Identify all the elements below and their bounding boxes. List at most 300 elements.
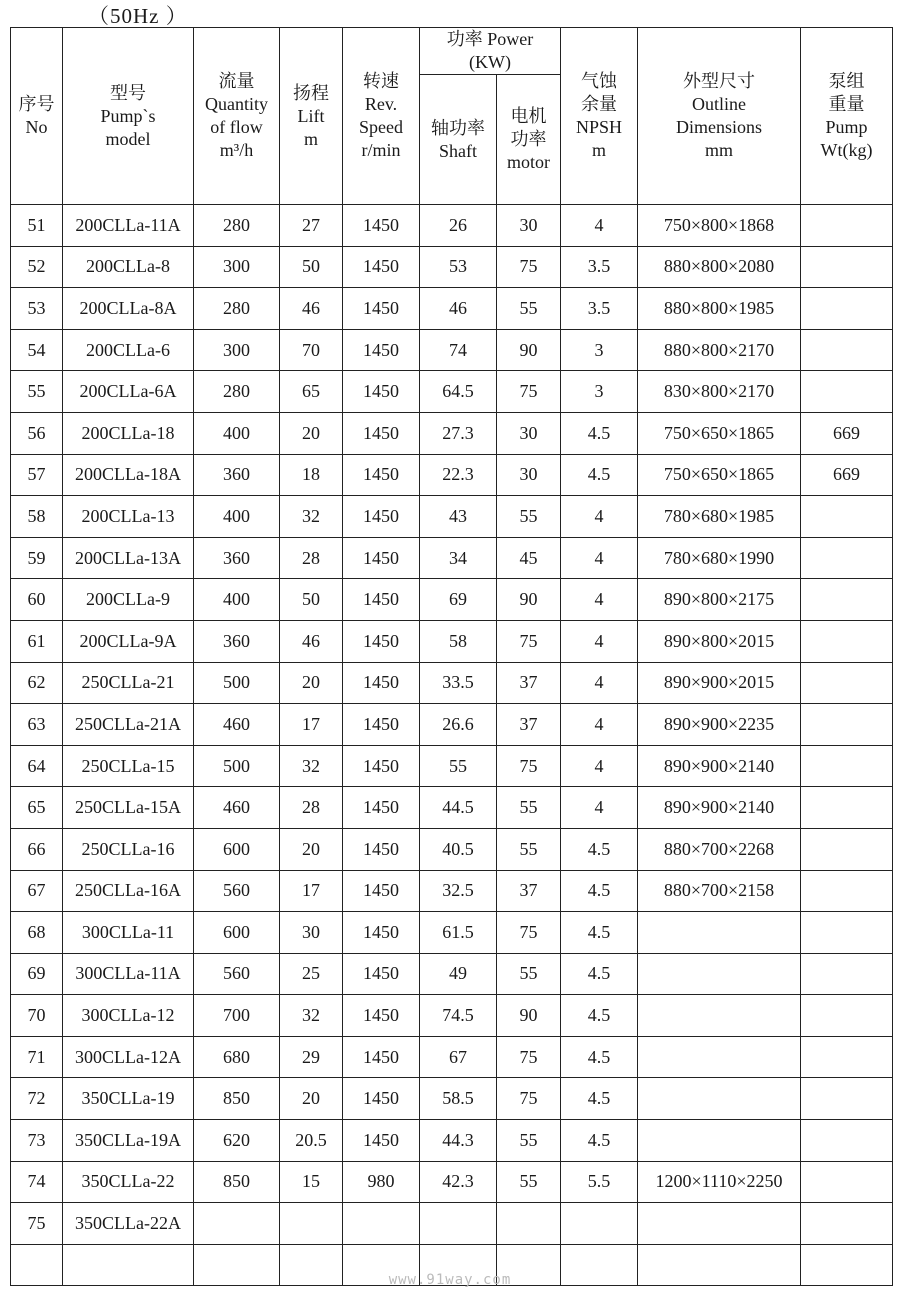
cell-weight	[801, 662, 893, 704]
cell-npsh: 4	[561, 496, 638, 538]
header-line: 扬程	[293, 82, 329, 103]
cell-model: 200CLLa-13	[63, 496, 194, 538]
cell-motor-power: 55	[497, 1161, 561, 1203]
cell-shaft-power: 74.5	[420, 995, 497, 1037]
cell-no: 58	[11, 496, 63, 538]
cell-lift: 46	[280, 288, 343, 330]
cell-motor-power: 45	[497, 537, 561, 579]
cell-model: 200CLLa-9A	[63, 620, 194, 662]
table-row	[11, 205, 893, 247]
cell-weight	[801, 371, 893, 413]
header-flow	[194, 28, 280, 205]
cell-speed: 1450	[343, 1036, 420, 1078]
cell-flow: 460	[194, 787, 280, 829]
cell-flow	[194, 1203, 280, 1245]
cell-shaft-power: 49	[420, 953, 497, 995]
cell-lift: 27	[280, 205, 343, 247]
cell-npsh: 4.5	[561, 953, 638, 995]
table-row	[11, 288, 893, 330]
header-line: Dimensions	[675, 117, 762, 137]
cell-npsh	[561, 1203, 638, 1245]
cell-lift: 20	[280, 1078, 343, 1120]
cell-dimensions: 890×800×2015	[638, 620, 801, 662]
cell-lift: 25	[280, 953, 343, 995]
cell-weight	[801, 1203, 893, 1245]
cell-npsh: 4	[561, 537, 638, 579]
cell-weight	[801, 995, 893, 1037]
cell-no: 70	[11, 995, 63, 1037]
cell-shaft-power: 58.5	[420, 1078, 497, 1120]
cell-model: 250CLLa-21	[63, 662, 194, 704]
cell-motor-power: 75	[497, 912, 561, 954]
header-line: (KW)	[469, 52, 511, 72]
header-line: 泵组	[828, 71, 865, 91]
cell-shaft-power: 42.3	[420, 1161, 497, 1203]
cell-lift: 65	[280, 371, 343, 413]
cell-lift: 20	[280, 662, 343, 704]
header-line: 功率	[510, 129, 547, 149]
cell-model: 300CLLa-12A	[63, 1036, 194, 1078]
cell-weight	[801, 870, 893, 912]
cell-model: 200CLLa-8A	[63, 288, 194, 330]
cell-dimensions	[638, 912, 801, 954]
cell-motor-power: 90	[497, 579, 561, 621]
cell-model: 250CLLa-16A	[63, 870, 194, 912]
cell-shaft-power: 34	[420, 537, 497, 579]
cell-npsh: 4	[561, 787, 638, 829]
cell-weight	[801, 329, 893, 371]
table-row	[11, 579, 893, 621]
cell-dimensions: 880×800×2170	[638, 329, 801, 371]
cell-shaft-power: 46	[420, 288, 497, 330]
header-line: NPSH	[575, 117, 623, 137]
cell-shaft-power: 40.5	[420, 828, 497, 870]
cell-npsh: 3	[561, 371, 638, 413]
cell-dimensions	[638, 1120, 801, 1162]
cell-npsh: 4.5	[561, 995, 638, 1037]
cell-npsh: 4	[561, 620, 638, 662]
table-row	[11, 912, 893, 954]
cell-dimensions: 890×900×2235	[638, 704, 801, 746]
table-row	[11, 1161, 893, 1203]
cell-model: 250CLLa-15	[63, 745, 194, 787]
cell-npsh: 4	[561, 662, 638, 704]
cell-weight	[801, 288, 893, 330]
header-lift	[280, 28, 343, 205]
cell-motor-power: 75	[497, 1036, 561, 1078]
cell-motor-power: 75	[497, 745, 561, 787]
cell-no: 74	[11, 1161, 63, 1203]
cell-speed: 1450	[343, 912, 420, 954]
cell-flow: 360	[194, 537, 280, 579]
cell-dimensions	[638, 1203, 801, 1245]
cell-speed: 980	[343, 1161, 420, 1203]
cell-model: 200CLLa-6A	[63, 371, 194, 413]
cell-weight	[801, 953, 893, 995]
cell-no: 63	[11, 704, 63, 746]
cell-weight	[801, 579, 893, 621]
table-row	[11, 496, 893, 538]
cell-no: 53	[11, 288, 63, 330]
cell-motor-power: 37	[497, 870, 561, 912]
cell-motor-power: 75	[497, 246, 561, 288]
header-line: 序号	[18, 94, 55, 114]
cell-weight	[801, 1078, 893, 1120]
cell-npsh: 4.5	[561, 912, 638, 954]
cell-shaft-power: 67	[420, 1036, 497, 1078]
cell-shaft-power: 44.3	[420, 1120, 497, 1162]
cell-lift: 17	[280, 870, 343, 912]
cell-motor-power	[497, 1203, 561, 1245]
cell-lift: 17	[280, 704, 343, 746]
cell-shaft-power: 33.5	[420, 662, 497, 704]
cell-dimensions: 880×700×2268	[638, 828, 801, 870]
cell-dimensions	[638, 1078, 801, 1120]
cell-no: 54	[11, 329, 63, 371]
cell-speed: 1450	[343, 870, 420, 912]
table-row	[11, 1036, 893, 1078]
cell-model: 300CLLa-12	[63, 995, 194, 1037]
cell-dimensions: 830×800×2170	[638, 371, 801, 413]
cell-speed: 1450	[343, 537, 420, 579]
header-dimensions	[638, 28, 801, 205]
cell-lift: 50	[280, 579, 343, 621]
cell-lift: 30	[280, 912, 343, 954]
cell-weight	[801, 704, 893, 746]
header-line: motor	[507, 152, 550, 172]
cell-no: 75	[11, 1203, 63, 1245]
cell-model: 300CLLa-11A	[63, 953, 194, 995]
cell-dimensions: 890×900×2015	[638, 662, 801, 704]
cell-shaft-power: 53	[420, 246, 497, 288]
cell-lift: 50	[280, 246, 343, 288]
cell-weight	[801, 1036, 893, 1078]
header-line: 功率 Power	[446, 29, 534, 49]
table-row	[11, 412, 893, 454]
cell-no: 66	[11, 828, 63, 870]
cell-shaft-power: 43	[420, 496, 497, 538]
cell-model: 250CLLa-15A	[63, 787, 194, 829]
cell-weight	[801, 620, 893, 662]
cell-lift: 32	[280, 496, 343, 538]
header-line: mm	[704, 140, 733, 160]
cell-lift: 28	[280, 787, 343, 829]
cell-speed: 1450	[343, 953, 420, 995]
cell-dimensions: 750×650×1865	[638, 412, 801, 454]
table-row	[11, 1120, 893, 1162]
cell-dimensions: 890×800×2175	[638, 579, 801, 621]
table-row	[11, 1203, 893, 1245]
cell-lift: 32	[280, 995, 343, 1037]
cell-npsh: 4.5	[561, 870, 638, 912]
table-row	[11, 1078, 893, 1120]
cell-dimensions	[638, 1036, 801, 1078]
header-line: Quantity	[205, 94, 268, 114]
cell-npsh: 4.5	[561, 1036, 638, 1078]
header-line: 转速	[363, 71, 399, 91]
cell-motor-power: 75	[497, 371, 561, 413]
cell-motor-power: 55	[497, 787, 561, 829]
cell-dimensions: 890×900×2140	[638, 745, 801, 787]
header-weight	[801, 28, 893, 205]
cell-flow: 400	[194, 412, 280, 454]
cell-model: 300CLLa-11	[63, 912, 194, 954]
cell-no: 62	[11, 662, 63, 704]
pump-spec-table	[10, 27, 893, 1286]
cell-model: 350CLLa-19A	[63, 1120, 194, 1162]
cell-no: 72	[11, 1078, 63, 1120]
cell-flow: 300	[194, 246, 280, 288]
cell-weight	[801, 1120, 893, 1162]
cell-motor-power: 55	[497, 496, 561, 538]
cell-flow: 500	[194, 745, 280, 787]
header-line: r/min	[361, 140, 401, 160]
cell-speed: 1450	[343, 787, 420, 829]
cell-npsh: 4.5	[561, 828, 638, 870]
table-row	[11, 704, 893, 746]
cell-motor-power: 30	[497, 205, 561, 247]
cell-flow: 850	[194, 1078, 280, 1120]
cell-motor-power: 30	[497, 412, 561, 454]
cell-speed: 1450	[343, 246, 420, 288]
header-speed	[343, 28, 420, 205]
cell-flow: 460	[194, 704, 280, 746]
cell-no: 60	[11, 579, 63, 621]
cell-flow: 280	[194, 288, 280, 330]
header-line: Shaft	[439, 140, 477, 161]
header-line: Rev.	[364, 94, 398, 114]
cell-model: 350CLLa-22	[63, 1161, 194, 1203]
cell-speed: 1450	[343, 1120, 420, 1162]
header-line: Pump	[825, 117, 868, 137]
header-line: 流量	[218, 71, 255, 91]
cell-flow: 280	[194, 205, 280, 247]
cell-no: 52	[11, 246, 63, 288]
header-motor-power	[497, 75, 561, 205]
cell-npsh: 4	[561, 579, 638, 621]
cell-flow: 300	[194, 329, 280, 371]
cell-flow: 400	[194, 496, 280, 538]
cell-shaft-power: 27.3	[420, 412, 497, 454]
header-line: 重量	[828, 94, 865, 114]
header-line: No	[25, 117, 48, 137]
cell-dimensions: 880×800×1985	[638, 288, 801, 330]
cell-model: 350CLLa-19	[63, 1078, 194, 1120]
cell-weight	[801, 787, 893, 829]
cell-flow: 560	[194, 953, 280, 995]
cell-weight	[801, 537, 893, 579]
cell-speed: 1450	[343, 620, 420, 662]
cell-npsh: 4.5	[561, 1120, 638, 1162]
table-row	[11, 329, 893, 371]
cell-model: 200CLLa-18	[63, 412, 194, 454]
cell-npsh: 5.5	[561, 1161, 638, 1203]
cell-lift: 28	[280, 537, 343, 579]
cell-no: 64	[11, 745, 63, 787]
cell-lift: 29	[280, 1036, 343, 1078]
table-row	[11, 745, 893, 787]
cell-dimensions: 880×800×2080	[638, 246, 801, 288]
cell-npsh: 3	[561, 329, 638, 371]
frequency-caption: （50Hz ）	[88, 4, 188, 28]
cell-lift: 20.5	[280, 1120, 343, 1162]
cell-flow: 400	[194, 579, 280, 621]
cell-weight	[801, 205, 893, 247]
cell-weight	[801, 246, 893, 288]
header-line: 气蚀	[581, 71, 617, 91]
header-line: Outline	[692, 94, 746, 114]
cell-model: 200CLLa-6	[63, 329, 194, 371]
cell-weight: 669	[801, 412, 893, 454]
cell-lift: 20	[280, 412, 343, 454]
cell-npsh: 4.5	[561, 412, 638, 454]
cell-shaft-power	[420, 1203, 497, 1245]
cell-speed: 1450	[343, 704, 420, 746]
header-shaft-power	[420, 75, 497, 205]
header-line: model	[105, 128, 151, 149]
cell-speed: 1450	[343, 745, 420, 787]
table-row	[11, 787, 893, 829]
cell-dimensions	[638, 953, 801, 995]
cell-speed: 1450	[343, 371, 420, 413]
cell-no: 71	[11, 1036, 63, 1078]
cell-lift	[280, 1203, 343, 1245]
cell-model: 200CLLa-18A	[63, 454, 194, 496]
cell-npsh: 4.5	[561, 1078, 638, 1120]
cell-npsh: 3.5	[561, 246, 638, 288]
cell-motor-power: 55	[497, 1120, 561, 1162]
header-line: Lift	[297, 105, 325, 126]
cell-flow: 600	[194, 912, 280, 954]
cell-speed: 1450	[343, 1078, 420, 1120]
table-row	[11, 246, 893, 288]
header-line: Pump`s	[100, 105, 156, 126]
cell-npsh: 4	[561, 205, 638, 247]
header-line: 电机	[510, 106, 547, 126]
cell-no: 61	[11, 620, 63, 662]
table-row	[11, 371, 893, 413]
table-row	[11, 620, 893, 662]
cell-no: 51	[11, 205, 63, 247]
cell-npsh: 3.5	[561, 288, 638, 330]
cell-motor-power: 90	[497, 995, 561, 1037]
cell-speed: 1450	[343, 205, 420, 247]
header-line: 余量	[581, 94, 617, 114]
cell-lift: 20	[280, 828, 343, 870]
cell-motor-power: 90	[497, 329, 561, 371]
cell-weight	[801, 912, 893, 954]
cell-shaft-power: 61.5	[420, 912, 497, 954]
cell-shaft-power: 44.5	[420, 787, 497, 829]
cell-flow: 500	[194, 662, 280, 704]
header-line: Speed	[359, 117, 403, 137]
cell-flow: 360	[194, 454, 280, 496]
header-power	[420, 28, 561, 75]
header-line: of flow	[210, 117, 263, 137]
cell-lift: 18	[280, 454, 343, 496]
cell-flow: 700	[194, 995, 280, 1037]
watermark: www.91way.com	[388, 1272, 512, 1288]
table-row	[11, 662, 893, 704]
header-line: 轴功率	[431, 117, 485, 138]
cell-speed: 1450	[343, 454, 420, 496]
cell-model: 250CLLa-16	[63, 828, 194, 870]
cell-speed: 1450	[343, 662, 420, 704]
cell-flow: 850	[194, 1161, 280, 1203]
cell-speed: 1450	[343, 995, 420, 1037]
cell-motor-power: 55	[497, 953, 561, 995]
cell-weight: 669	[801, 454, 893, 496]
table-row	[11, 870, 893, 912]
cell-dimensions: 780×680×1985	[638, 496, 801, 538]
header-line: 外型尺寸	[683, 71, 755, 91]
cell-motor-power: 55	[497, 288, 561, 330]
cell-dimensions: 750×650×1865	[638, 454, 801, 496]
cell-dimensions: 880×700×2158	[638, 870, 801, 912]
cell-npsh: 4	[561, 704, 638, 746]
header-npsh	[561, 28, 638, 205]
cell-dimensions: 890×900×2140	[638, 787, 801, 829]
cell-motor-power: 37	[497, 704, 561, 746]
cell-shaft-power: 69	[420, 579, 497, 621]
header-model	[63, 28, 194, 205]
cell-flow: 620	[194, 1120, 280, 1162]
cell-lift: 15	[280, 1161, 343, 1203]
cell-weight	[801, 1161, 893, 1203]
cell-no: 59	[11, 537, 63, 579]
header-line: Wt(kg)	[820, 140, 873, 160]
header-line: m	[303, 128, 318, 149]
table-row	[11, 995, 893, 1037]
cell-dimensions	[638, 995, 801, 1037]
cell-flow: 360	[194, 620, 280, 662]
cell-shaft-power: 26.6	[420, 704, 497, 746]
cell-shaft-power: 64.5	[420, 371, 497, 413]
table-row	[11, 953, 893, 995]
cell-model: 200CLLa-9	[63, 579, 194, 621]
cell-speed: 1450	[343, 288, 420, 330]
cell-motor-power: 37	[497, 662, 561, 704]
cell-shaft-power: 22.3	[420, 454, 497, 496]
cell-no: 57	[11, 454, 63, 496]
cell-model: 250CLLa-21A	[63, 704, 194, 746]
cell-speed: 1450	[343, 329, 420, 371]
cell-npsh: 4	[561, 745, 638, 787]
cell-speed: 1450	[343, 412, 420, 454]
cell-weight	[801, 496, 893, 538]
cell-speed	[343, 1203, 420, 1245]
cell-weight	[801, 828, 893, 870]
cell-motor-power: 75	[497, 620, 561, 662]
cell-model: 350CLLa-22A	[63, 1203, 194, 1245]
cell-lift: 70	[280, 329, 343, 371]
cell-npsh: 4.5	[561, 454, 638, 496]
cell-model: 200CLLa-8	[63, 246, 194, 288]
cell-weight	[801, 745, 893, 787]
header-line: 型号	[110, 82, 146, 103]
cell-motor-power: 55	[497, 828, 561, 870]
cell-shaft-power: 26	[420, 205, 497, 247]
header-line: m³/h	[219, 140, 254, 160]
table-row	[11, 828, 893, 870]
cell-flow: 600	[194, 828, 280, 870]
cell-flow: 560	[194, 870, 280, 912]
cell-lift: 46	[280, 620, 343, 662]
cell-no: 68	[11, 912, 63, 954]
cell-no: 55	[11, 371, 63, 413]
table-row	[11, 454, 893, 496]
cell-dimensions: 1200×1110×2250	[638, 1161, 801, 1203]
